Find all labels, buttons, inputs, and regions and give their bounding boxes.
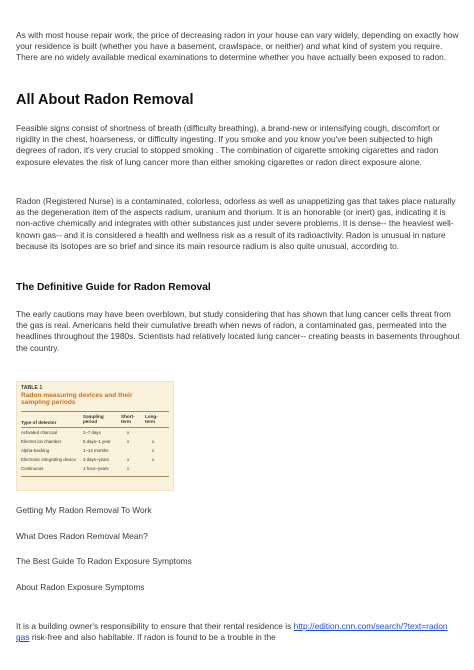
table-header-rule xyxy=(21,427,169,428)
paragraph-building-owner-end: risk-free and also habitable. If radon is found to be a trouble in the xyxy=(29,632,276,643)
table-cell-period: 1–12 months xyxy=(83,448,109,453)
table-header-short-term: Short-term xyxy=(121,414,135,425)
table-cell-long: x xyxy=(152,439,155,444)
table-cell-type: Alpha-tracking xyxy=(21,448,50,453)
table-cell-type: Activated charcoal xyxy=(21,430,57,435)
table-top-rule xyxy=(21,411,169,412)
table-title: Radon measuring devices and their sampling periods xyxy=(21,392,133,407)
related-article-link[interactable]: About Radon Exposure Symptoms xyxy=(16,582,145,592)
table-cell-period: 2 days–years xyxy=(83,457,110,462)
table-cell-type: Continuous xyxy=(21,466,44,471)
table-cell-short: x xyxy=(127,457,130,462)
table-cell-long: x xyxy=(152,457,155,462)
table-cell-period: 1 hour–years xyxy=(83,466,109,471)
table-cell-type: Electronic integrating device xyxy=(21,457,76,462)
cnn-search-link[interactable]: http://edition.cnn.com/search/?text=radon gas xyxy=(16,621,448,643)
radon-devices-table-image xyxy=(16,381,174,491)
paragraph-intro: As with most house repair work, the price of decreasing radon in your house can vary widely, depending on exactly how your residence is built (whether you have a basement, crawlspace, or neither) and what kind of system you require. There are no widely available medical examinations to determine whether you have actually been exposed to radon. xyxy=(16,30,459,63)
paragraph-symptoms: Feasible signs consist of shortness of breath (difficulty breathing), a brand-new or intensifying cough, discomfort or rigidity in the chest, hoarseness, or difficulty ingesting. If you smoke and you know you've been subjected to high degrees of radon, it's very crucial to stopped smoking . The combination of cigarette smoking cigarettes and radon exposure elevates the risk of lung cancer more than either smoking cigarettes or radon direct exposure alone. xyxy=(16,123,440,167)
table-cell-period: 2–7 days xyxy=(83,430,101,435)
table-cell-long: x xyxy=(152,448,155,453)
table-cell-short: x xyxy=(127,466,130,471)
paragraph-building-owner-start: It is a building owner's responsibility to ensure that their rental residence is xyxy=(16,621,294,631)
table-label: TABLE 1 xyxy=(21,385,43,391)
paragraph-early-cautions: The early cautions may have been overblown, but study considering that has shown that lung cancer cells threat from the gas is real. Americans held their cumulative breath when news of radon, a contaminated gas, permeated into the headlines throughout the 1980s. Scientists had relatively located lung cancer-- creating beasts in basements throughout the country. xyxy=(16,309,460,353)
related-article-link[interactable]: The Best Guide To Radon Exposure Symptoms xyxy=(16,556,192,566)
paragraph-radon-definition: Radon (Registered Nurse) is a contaminated, colorless, odorless as well as unappetizing gas that takes place naturally as the degeneration item of the aspects radium, uranium and thorium. It is an honorable (or inert) gas, indicating it is non-active chemically and integrates with other substances just under severe problems. It is dense-- the heaviest well-known gas-- and it is considered a health and wellness risk as a result of its radioactivity. Radon is unusual in nature because its isotopes are so brief and since its main resource radium is also quite unusual, according to. xyxy=(16,196,456,251)
table-header-type: Type of detector xyxy=(21,420,57,425)
table-cell-type: Electret ion chamber xyxy=(21,439,62,444)
heading-all-about-radon-removal: All About Radon Removal xyxy=(16,92,194,108)
related-article-link[interactable]: What Does Radon Removal Mean? xyxy=(16,531,148,541)
table-header-period: Sampling period xyxy=(83,414,104,425)
paragraph-building-owner xyxy=(16,621,460,643)
table-cell-period: 5 days–1 year xyxy=(83,439,111,444)
table-bottom-rule xyxy=(21,476,169,477)
table-cell-short: x xyxy=(127,430,130,435)
related-article-link[interactable]: Getting My Radon Removal To Work xyxy=(16,505,152,515)
heading-definitive-guide: The Definitive Guide for Radon Removal xyxy=(16,282,211,293)
table-cell-short: x xyxy=(127,439,130,444)
table-header-long-term: Long-term xyxy=(145,414,158,425)
